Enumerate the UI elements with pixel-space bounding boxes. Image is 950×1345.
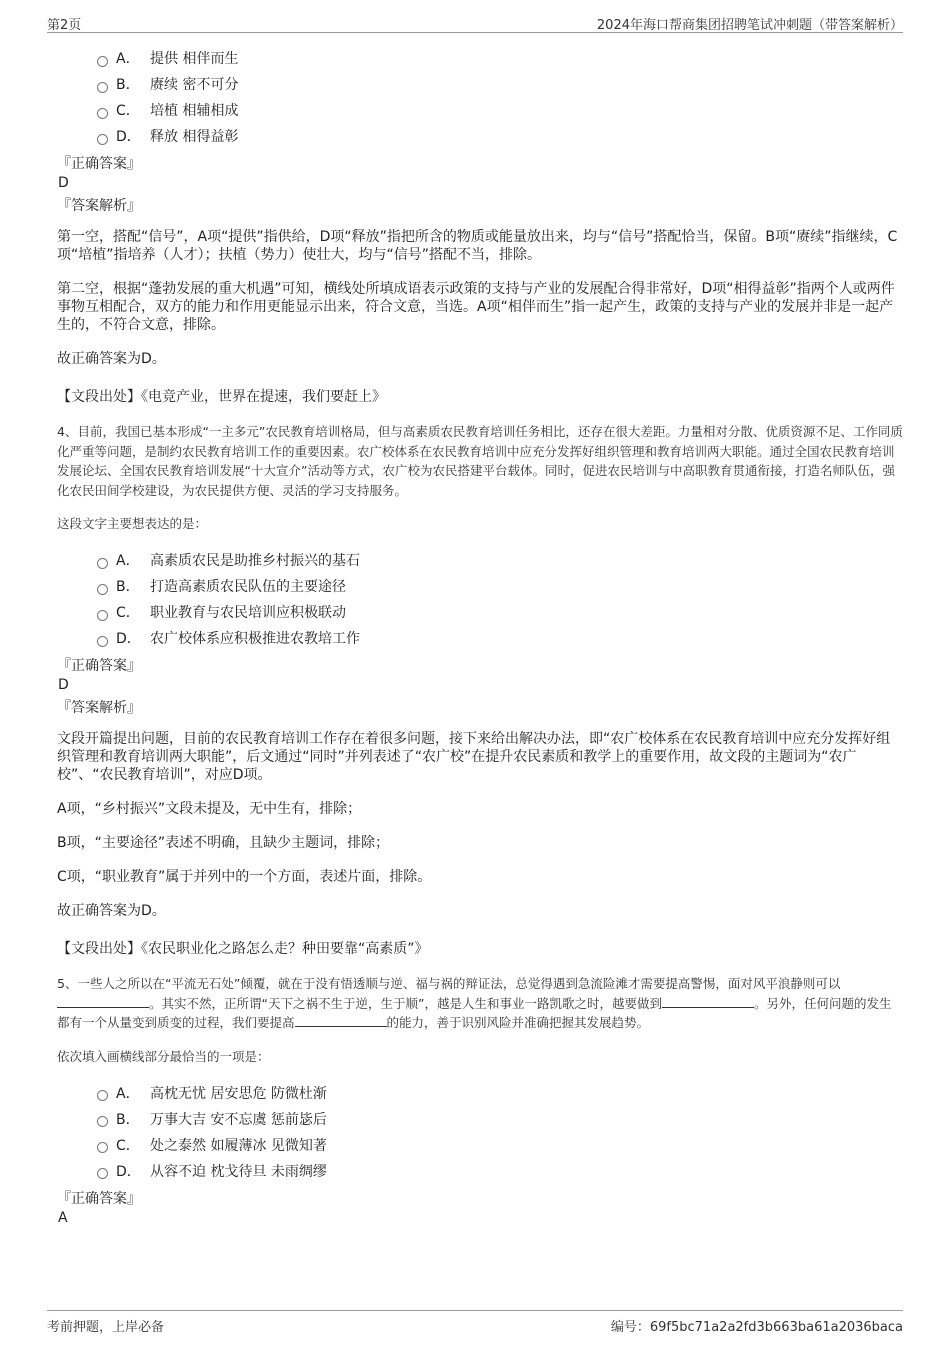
document-id: 编号：69f5bc71a2a2fd3b663ba61a2036baca bbox=[610, 1320, 903, 1335]
q5-options bbox=[97, 1081, 903, 1185]
radio-icon[interactable] bbox=[97, 134, 108, 145]
footer-slogan: 考前押题，上岸必备 bbox=[47, 1320, 165, 1335]
analysis-label: 『答案解析』 bbox=[57, 700, 141, 716]
radio-icon[interactable] bbox=[97, 1142, 108, 1153]
q3-analysis-1: 第一空，搭配“信号”，A项“提供”指供给，D项“释放”指把所含的物质或能量放出来，均与“信号”搭配恰当，保留。B项“赓续”指继续，C项“培植”指培养（人才）；扶植（势力）使壮大，均与“信号”搭配不当，排除。 bbox=[57, 229, 898, 263]
q4-analysis-4: C项，“职业教育”属于并列中的一个方面，表述片面，排除。 bbox=[57, 869, 432, 885]
radio-icon[interactable] bbox=[97, 558, 108, 569]
q3-option-d[interactable]: D． 释放 相得益彰 bbox=[97, 124, 903, 150]
q4-analysis-5: 故正确答案为D。 bbox=[57, 903, 166, 919]
answer-label: 『正确答案』 bbox=[57, 156, 141, 172]
q4-option-c[interactable]: C． 职业教育与农民培训应积极联动 bbox=[97, 600, 903, 626]
q4-stem: 4、目前，我国已基本形成“一主多元”农民教育培训格局，但与高素质农民教育培训任务相比，还存在很大差距。力量相对分散、优质资源不足、工作同质化严重等问题，是制约农民教育培训工作的重要因素。农广校体系在农民教育培训中应充分发挥好组织管理和教育培训两大职能。通过全国农民教育培训发展论坛、全国农民教育培训发展“十大宣介”活动等方式，农广校为农民搭建平台载体。同时，促进农民培训与中高职教育贯通衔接，打造名师队伍，强化农民田间学校建设，为农民提供方便、灵活的学习支持服务。 bbox=[57, 424, 903, 498]
document-body bbox=[57, 46, 903, 1227]
answer-label: 『正确答案』 bbox=[57, 1190, 141, 1207]
radio-icon[interactable] bbox=[97, 610, 108, 621]
q4-option-a[interactable]: A． 高素质农民是助推乡村振兴的基石 bbox=[97, 548, 903, 574]
analysis-label: 『答案解析』 bbox=[57, 198, 141, 214]
radio-icon[interactable] bbox=[97, 82, 108, 93]
page-number: 第2页 bbox=[47, 18, 82, 33]
q4-question: 这段文字主要想表达的是： bbox=[57, 516, 208, 531]
q3-option-b[interactable]: B． 赓续 密不可分 bbox=[97, 72, 903, 98]
q5-answer: A bbox=[58, 1209, 68, 1226]
radio-icon[interactable] bbox=[97, 1090, 108, 1101]
page-footer bbox=[47, 1310, 903, 1341]
q5-question: 依次填入画横线部分最恰当的一项是： bbox=[57, 1048, 270, 1064]
q3-option-a[interactable]: A． 提供 相伴而生 bbox=[97, 46, 903, 72]
q4-source: 【文段出处】《农民职业化之路怎么走？种田要靠“高素质”》 bbox=[57, 941, 429, 957]
radio-icon[interactable] bbox=[97, 56, 108, 67]
fill-blank bbox=[295, 1014, 387, 1027]
radio-icon[interactable] bbox=[97, 1116, 108, 1127]
q3-analysis-2: 第二空，根据“蓬勃发展的重大机遇”可知，横线处所填成语表示政策的支持与产业的发展配合得非常好，D项“相得益彰”指两个人或两件事物互相配合，双方的能力和作用更能显示出来，符合文意，当选。A项“相伴而生”指一起产生，政策的支持与产业的发展并非是一起产生的，不符合文意，排除。 bbox=[57, 281, 895, 333]
q4-options bbox=[97, 548, 903, 652]
q4-analysis-2: A项，“乡村振兴”文段未提及，无中生有，排除； bbox=[57, 801, 362, 817]
radio-icon[interactable] bbox=[97, 584, 108, 595]
fill-blank bbox=[662, 995, 754, 1008]
q4-answer: D bbox=[58, 677, 69, 693]
q5-option-b[interactable]: B． 万事大吉 安不忘虞 惩前毖后 bbox=[97, 1107, 903, 1133]
q4-analysis-3: B项，“主要途径”表述不明确，且缺少主题词，排除； bbox=[57, 835, 390, 851]
q5-option-c[interactable]: C． 处之泰然 如履薄冰 见微知著 bbox=[97, 1133, 903, 1159]
q3-answer: D bbox=[58, 175, 69, 191]
q4-option-d[interactable]: D． 农广校体系应积极推进农教培工作 bbox=[97, 626, 903, 652]
radio-icon[interactable] bbox=[97, 1168, 108, 1179]
q4-option-b[interactable]: B． 打造高素质农民队伍的主要途径 bbox=[97, 574, 903, 600]
q3-options bbox=[97, 46, 903, 150]
answer-label: 『正确答案』 bbox=[57, 658, 141, 674]
q5-option-d[interactable]: D． 从容不迫 枕戈待旦 未雨绸缪 bbox=[97, 1159, 903, 1185]
radio-icon[interactable] bbox=[97, 636, 108, 647]
fill-blank bbox=[57, 995, 149, 1008]
q5-option-a[interactable]: A． 高枕无忧 居安思危 防微杜渐 bbox=[97, 1081, 903, 1107]
q5-stem: 5、一些人之所以在“平流无石处”倾覆，就在于没有悟透顺与逆、福与祸的辩证法，总觉得遇到急流险滩才需要提高警惕，面对风平浪静则可以。其实不然，正所谓“天下之祸不生于逆，生于顺”，越是人生和事业一路凯歌之时，越要做到 。另外，任何问题的发生都有一个从量变到质变的过程，我们要提高 的能力，善于识别风险并准确把握其发展趋势。 bbox=[57, 976, 892, 1030]
q3-option-c[interactable]: C． 培植 相辅相成 bbox=[97, 98, 903, 124]
document-title: 2024年海口帮商集团招聘笔试冲刺题（带答案解析） bbox=[596, 18, 903, 33]
q3-source: 【文段出处】《电竞产业，世界在提速，我们要赶上》 bbox=[57, 389, 386, 405]
radio-icon[interactable] bbox=[97, 108, 108, 119]
page-header bbox=[47, 12, 903, 33]
q4-analysis-1: 文段开篇提出问题，目前的农民教育培训工作存在着很多问题，接下来给出解决办法，即“农广校体系在农民教育培训中应充分发挥好组织管理和教育培训两大职能”，后文通过“同时”并列表述了“农广校”在提升农民素质和教学上的重要作用，故文段的主题词为“农广校”、“农民教育培训”，对应D项。 bbox=[57, 731, 891, 783]
q3-analysis-3: 故正确答案为D。 bbox=[57, 351, 166, 367]
